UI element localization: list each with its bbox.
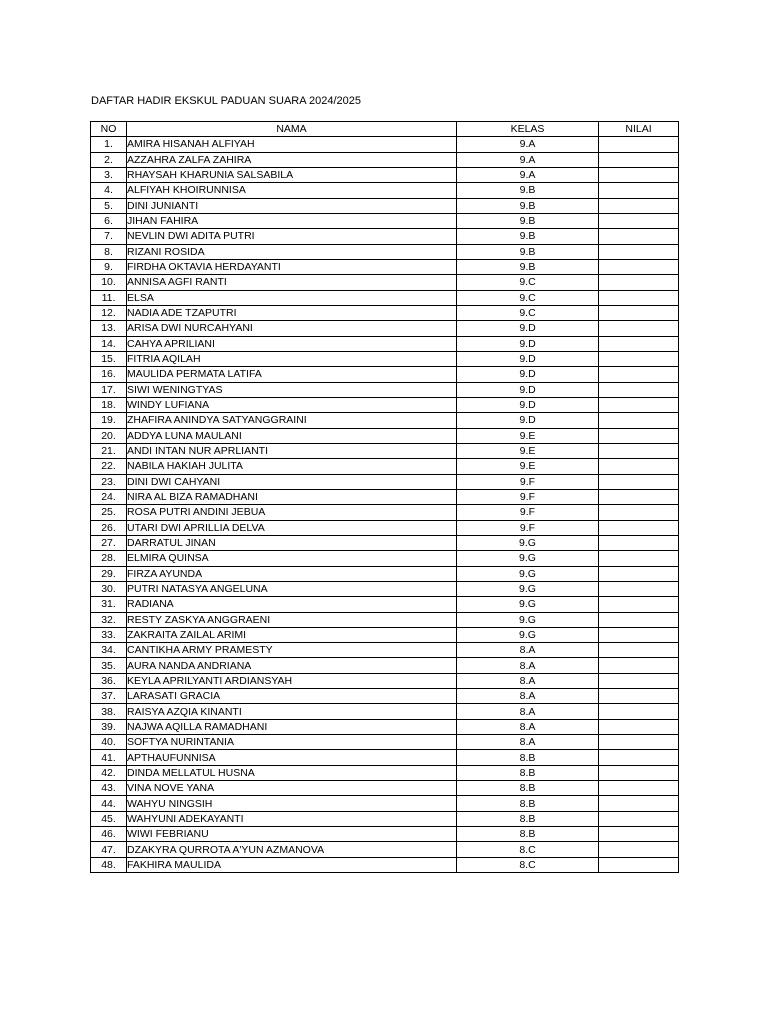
class-cell: 9.D (457, 413, 599, 428)
table-row (91, 489, 679, 504)
grade-cell (599, 305, 679, 320)
grade-cell (599, 428, 679, 443)
student-name-cell: DARRATUL JINAN (127, 535, 457, 550)
student-name-cell: DINDA MELLATUL HUSNA (127, 765, 457, 780)
row-number-cell: 35. (91, 658, 127, 673)
row-number-cell: 24. (91, 489, 127, 504)
row-number-cell: 21. (91, 443, 127, 458)
table-row (91, 367, 679, 382)
student-name-cell: AZZAHRA ZALFA ZAHIRA (127, 152, 457, 167)
class-cell: 9.A (457, 152, 599, 167)
row-number-cell: 6. (91, 213, 127, 228)
class-cell: 8.A (457, 658, 599, 673)
student-name-cell: WINDY LUFIANA (127, 397, 457, 412)
table-row (91, 198, 679, 213)
student-name-cell: CANTIKHA ARMY PRAMESTY (127, 643, 457, 658)
row-number-cell: 36. (91, 673, 127, 688)
table-row (91, 750, 679, 765)
table-row (91, 535, 679, 550)
table-row (91, 183, 679, 198)
grade-cell (599, 796, 679, 811)
student-name-cell: DINI JUNIANTI (127, 198, 457, 213)
class-cell: 9.G (457, 627, 599, 642)
table-row (91, 351, 679, 366)
row-number-cell: 18. (91, 397, 127, 412)
student-name-cell: ANNISA AGFI RANTI (127, 275, 457, 290)
class-cell: 9.F (457, 505, 599, 520)
student-name-cell: LARASATI GRACIA (127, 689, 457, 704)
student-name-cell: FIRZA AYUNDA (127, 566, 457, 581)
student-name-cell: RIZANI ROSIDA (127, 244, 457, 259)
student-name-cell: SOFTYA NURINTANIA (127, 735, 457, 750)
table-row (91, 229, 679, 244)
grade-cell (599, 781, 679, 796)
class-cell: 8.A (457, 735, 599, 750)
class-cell: 9.G (457, 597, 599, 612)
row-number-cell: 39. (91, 719, 127, 734)
table-row (91, 305, 679, 320)
grade-cell (599, 627, 679, 642)
student-name-cell: FITRIA AQILAH (127, 351, 457, 366)
grade-cell (599, 137, 679, 152)
student-name-cell: ROSA PUTRI ANDINI JEBUA (127, 505, 457, 520)
class-cell: 8.B (457, 796, 599, 811)
row-number-cell: 32. (91, 612, 127, 627)
class-cell: 9.E (457, 428, 599, 443)
grade-cell (599, 566, 679, 581)
row-number-cell: 15. (91, 351, 127, 366)
class-cell: 9.G (457, 551, 599, 566)
student-name-cell: DINI DWI CAHYANI (127, 474, 457, 489)
class-cell: 9.B (457, 198, 599, 213)
grade-cell (599, 152, 679, 167)
header-name: NAMA (127, 122, 457, 137)
class-cell: 8.B (457, 827, 599, 842)
table-row (91, 857, 679, 872)
grade-cell (599, 581, 679, 596)
class-cell: 8.A (457, 719, 599, 734)
table-row (91, 474, 679, 489)
grade-cell (599, 290, 679, 305)
table-row (91, 290, 679, 305)
row-number-cell: 20. (91, 428, 127, 443)
table-row (91, 796, 679, 811)
row-number-cell: 45. (91, 811, 127, 826)
table-row (91, 520, 679, 535)
grade-cell (599, 505, 679, 520)
class-cell: 8.A (457, 643, 599, 658)
student-name-cell: ADDYA LUNA MAULANI (127, 428, 457, 443)
student-name-cell: NIRA AL BIZA RAMADHANI (127, 489, 457, 504)
table-row (91, 719, 679, 734)
class-cell: 8.A (457, 704, 599, 719)
table-row (91, 581, 679, 596)
grade-cell (599, 750, 679, 765)
grade-cell (599, 321, 679, 336)
class-cell: 8.B (457, 765, 599, 780)
student-name-cell: NADIA ADE TZAPUTRI (127, 305, 457, 320)
table-row (91, 842, 679, 857)
row-number-cell: 26. (91, 520, 127, 535)
class-cell: 9.F (457, 489, 599, 504)
row-number-cell: 40. (91, 735, 127, 750)
student-name-cell: DZAKYRA QURROTA A'YUN AZMANOVA (127, 842, 457, 857)
document-title: DAFTAR HADIR EKSKUL PADUAN SUARA 2024/2025 (91, 95, 362, 107)
student-name-cell: ZAKRAITA ZAILAL ARIMI (127, 627, 457, 642)
row-number-cell: 29. (91, 566, 127, 581)
student-name-cell: SIWI WENINGTYAS (127, 382, 457, 397)
table-row (91, 443, 679, 458)
header-kelas: KELAS (457, 122, 599, 137)
grade-cell (599, 857, 679, 872)
class-cell: 9.D (457, 382, 599, 397)
student-name-cell: APTHAUFUNNISA (127, 750, 457, 765)
grade-cell (599, 520, 679, 535)
row-number-cell: 16. (91, 367, 127, 382)
grade-cell (599, 275, 679, 290)
table-row (91, 275, 679, 290)
grade-cell (599, 719, 679, 734)
student-name-cell: CAHYA APRILIANI (127, 336, 457, 351)
table-row (91, 811, 679, 826)
class-cell: 9.G (457, 566, 599, 581)
class-cell: 9.E (457, 459, 599, 474)
row-number-cell: 30. (91, 581, 127, 596)
class-cell: 9.B (457, 183, 599, 198)
header-no: NO (91, 122, 127, 137)
table-row (91, 658, 679, 673)
grade-cell (599, 459, 679, 474)
table-row (91, 459, 679, 474)
class-cell: 9.F (457, 474, 599, 489)
table-row (91, 643, 679, 658)
table-row (91, 551, 679, 566)
student-name-cell: NAJWA AQILLA RAMADHANI (127, 719, 457, 734)
grade-cell (599, 397, 679, 412)
grade-cell (599, 443, 679, 458)
row-number-cell: 3. (91, 167, 127, 182)
student-name-cell: WAHYUNI ADEKAYANTI (127, 811, 457, 826)
row-number-cell: 27. (91, 535, 127, 550)
class-cell: 9.G (457, 581, 599, 596)
table-row (91, 382, 679, 397)
grade-cell (599, 351, 679, 366)
class-cell: 9.G (457, 612, 599, 627)
row-number-cell: 47. (91, 842, 127, 857)
student-name-cell: RADIANA (127, 597, 457, 612)
grade-cell (599, 612, 679, 627)
grade-cell (599, 827, 679, 842)
row-number-cell: 14. (91, 336, 127, 351)
table-row (91, 627, 679, 642)
row-number-cell: 31. (91, 597, 127, 612)
student-name-cell: JIHAN FAHIRA (127, 213, 457, 228)
grade-cell (599, 811, 679, 826)
row-number-cell: 13. (91, 321, 127, 336)
grade-cell (599, 413, 679, 428)
class-cell: 9.C (457, 290, 599, 305)
header-nilai: NILAI (599, 122, 679, 137)
student-name-cell: WAHYU NINGSIH (127, 796, 457, 811)
row-number-cell: 12. (91, 305, 127, 320)
student-name-cell: RHAYSAH KHARUNIA SALSABILA (127, 167, 457, 182)
row-number-cell: 44. (91, 796, 127, 811)
grade-cell (599, 643, 679, 658)
row-number-cell: 1. (91, 137, 127, 152)
class-cell: 9.D (457, 367, 599, 382)
table-row (91, 321, 679, 336)
grade-cell (599, 489, 679, 504)
grade-cell (599, 367, 679, 382)
student-name-cell: ELSA (127, 290, 457, 305)
student-name-cell: PUTRI NATASYA ANGELUNA (127, 581, 457, 596)
row-number-cell: 4. (91, 183, 127, 198)
row-number-cell: 46. (91, 827, 127, 842)
row-number-cell: 33. (91, 627, 127, 642)
student-name-cell: UTARI DWI APRILLIA DELVA (127, 520, 457, 535)
class-cell: 8.A (457, 673, 599, 688)
class-cell: 9.G (457, 535, 599, 550)
grade-cell (599, 535, 679, 550)
student-name-cell: ALFIYAH KHOIRUNNISA (127, 183, 457, 198)
grade-cell (599, 842, 679, 857)
class-cell: 8.B (457, 781, 599, 796)
student-name-cell: ARISA DWI NURCAHYANI (127, 321, 457, 336)
table-row (91, 428, 679, 443)
row-number-cell: 11. (91, 290, 127, 305)
row-number-cell: 10. (91, 275, 127, 290)
class-cell: 8.C (457, 857, 599, 872)
row-number-cell: 25. (91, 505, 127, 520)
class-cell: 9.D (457, 321, 599, 336)
student-name-cell: NABILA HAKIAH JULITA (127, 459, 457, 474)
table-row (91, 152, 679, 167)
row-number-cell: 7. (91, 229, 127, 244)
student-name-cell: RESTY ZASKYA ANGGRAENI (127, 612, 457, 627)
class-cell: 9.A (457, 167, 599, 182)
student-name-cell: ANDI INTAN NUR APRLIANTI (127, 443, 457, 458)
table-row (91, 612, 679, 627)
grade-cell (599, 597, 679, 612)
row-number-cell: 48. (91, 857, 127, 872)
grade-cell (599, 658, 679, 673)
table-row (91, 259, 679, 274)
table-row (91, 689, 679, 704)
grade-cell (599, 673, 679, 688)
student-name-cell: AURA NANDA ANDRIANA (127, 658, 457, 673)
class-cell: 9.E (457, 443, 599, 458)
student-name-cell: ELMIRA QUINSA (127, 551, 457, 566)
class-cell: 9.C (457, 275, 599, 290)
grade-cell (599, 167, 679, 182)
class-cell: 9.D (457, 336, 599, 351)
table-row (91, 397, 679, 412)
student-name-cell: FIRDHA OKTAVIA HERDAYANTI (127, 259, 457, 274)
student-name-cell: VINA NOVE YANA (127, 781, 457, 796)
grade-cell (599, 474, 679, 489)
table-row (91, 167, 679, 182)
table-row (91, 213, 679, 228)
attendance-table (90, 121, 679, 873)
table-row (91, 244, 679, 259)
row-number-cell: 9. (91, 259, 127, 274)
row-number-cell: 28. (91, 551, 127, 566)
class-cell: 8.A (457, 689, 599, 704)
row-number-cell: 5. (91, 198, 127, 213)
grade-cell (599, 336, 679, 351)
grade-cell (599, 183, 679, 198)
class-cell: 8.C (457, 842, 599, 857)
row-number-cell: 8. (91, 244, 127, 259)
student-name-cell: AMIRA HISANAH ALFIYAH (127, 137, 457, 152)
table-row (91, 137, 679, 152)
grade-cell (599, 735, 679, 750)
row-number-cell: 34. (91, 643, 127, 658)
class-cell: 9.A (457, 137, 599, 152)
class-cell: 9.C (457, 305, 599, 320)
table-row (91, 566, 679, 581)
grade-cell (599, 704, 679, 719)
table-row (91, 781, 679, 796)
table-row (91, 505, 679, 520)
class-cell: 9.B (457, 229, 599, 244)
grade-cell (599, 382, 679, 397)
row-number-cell: 42. (91, 765, 127, 780)
grade-cell (599, 198, 679, 213)
row-number-cell: 17. (91, 382, 127, 397)
class-cell: 9.D (457, 397, 599, 412)
row-number-cell: 2. (91, 152, 127, 167)
grade-cell (599, 551, 679, 566)
grade-cell (599, 689, 679, 704)
table-row (91, 735, 679, 750)
class-cell: 9.B (457, 244, 599, 259)
row-number-cell: 43. (91, 781, 127, 796)
student-name-cell: NEVLIN DWI ADITA PUTRI (127, 229, 457, 244)
class-cell: 9.B (457, 259, 599, 274)
student-name-cell: WIWI FEBRIANU (127, 827, 457, 842)
row-number-cell: 37. (91, 689, 127, 704)
table-row (91, 704, 679, 719)
row-number-cell: 41. (91, 750, 127, 765)
class-cell: 9.D (457, 351, 599, 366)
row-number-cell: 22. (91, 459, 127, 474)
grade-cell (599, 765, 679, 780)
grade-cell (599, 244, 679, 259)
table-row (91, 413, 679, 428)
class-cell: 8.B (457, 811, 599, 826)
student-name-cell: MAULIDA PERMATA LATIFA (127, 367, 457, 382)
class-cell: 9.B (457, 213, 599, 228)
student-name-cell: ZHAFIRA ANINDYA SATYANGGRAINI (127, 413, 457, 428)
table-row (91, 336, 679, 351)
table-row (91, 673, 679, 688)
table-row (91, 827, 679, 842)
table-row (91, 597, 679, 612)
grade-cell (599, 229, 679, 244)
row-number-cell: 19. (91, 413, 127, 428)
class-cell: 9.F (457, 520, 599, 535)
grade-cell (599, 213, 679, 228)
student-name-cell: FAKHIRA MAULIDA (127, 857, 457, 872)
table-row (91, 765, 679, 780)
student-name-cell: RAISYA AZQIA KINANTI (127, 704, 457, 719)
table-header-row (91, 122, 679, 137)
class-cell: 8.B (457, 750, 599, 765)
row-number-cell: 38. (91, 704, 127, 719)
row-number-cell: 23. (91, 474, 127, 489)
grade-cell (599, 259, 679, 274)
student-name-cell: KEYLA APRILYANTI ARDIANSYAH (127, 673, 457, 688)
